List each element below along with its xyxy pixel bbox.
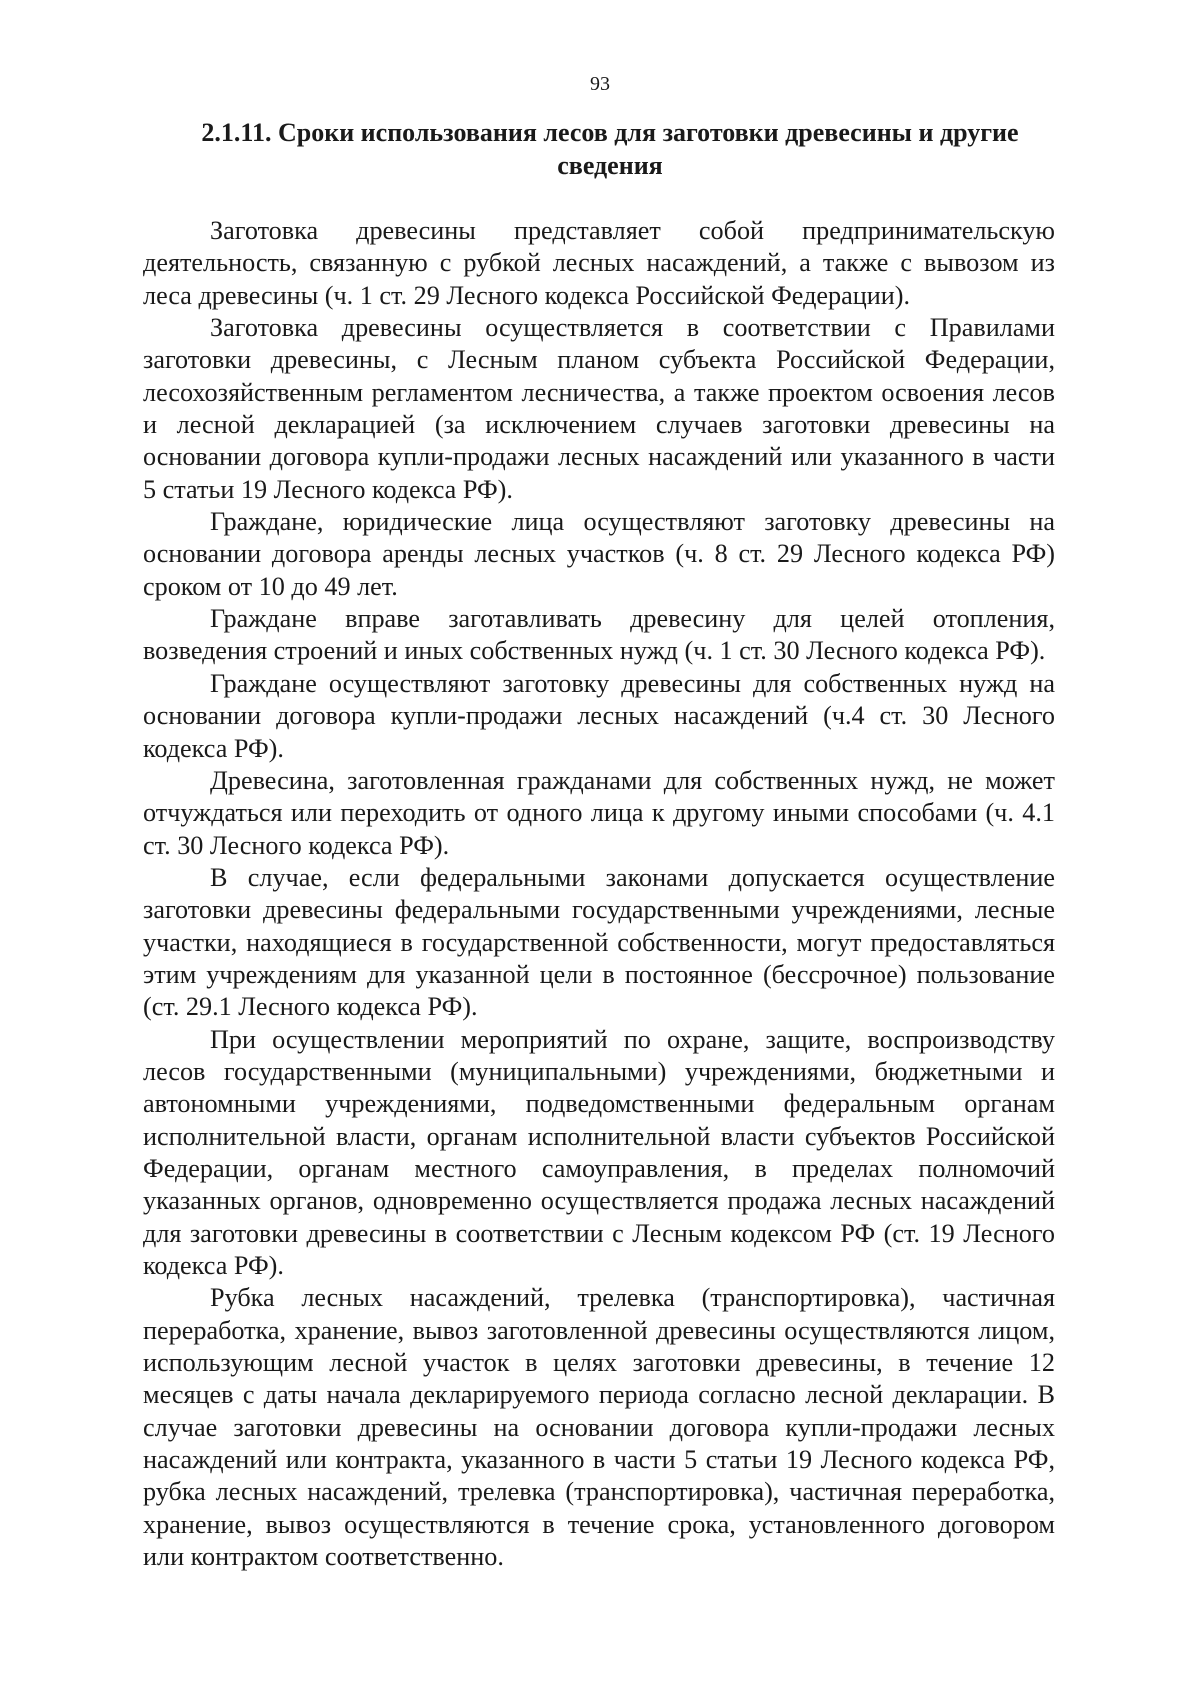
paragraph-1: Заготовка древесины представляет собой предпринимательскую деятельность, связанную с рубкой лесных насаждений, а также с вывозом из леса древесины (ч. 1 ст. 29 Лесного кодекса Российской Федерации). [143, 216, 1055, 310]
paragraph-7: В случае, если федеральными законами допускается осуществление заготовки древесины федеральными государственными учреждениями, лесные участки, находящиеся в государственной собственности, могут предоставляться этим учреждениям для указанной цели в постоянное (бессрочное) пользование (ст. 29.1 Лесного кодекса РФ). [143, 862, 1055, 1022]
paragraph-4: Граждане вправе заготавливать древесину для целей отопления, возведения строений и иных собственных нужд (ч. 1 ст. 30 Лесного кодекса РФ). [143, 604, 1055, 666]
page-number: 93 [590, 73, 610, 95]
section-heading: 2.1.11. Сроки использования лесов для заготовки древесины и другие сведения [201, 118, 1019, 180]
paragraph-6: Древесина, заготовленная гражданами для собственных нужд, не может отчуждаться или переходить от одного лица к другому иными способами (ч. 4.1 ст. 30 Лесного кодекса РФ). [143, 765, 1055, 860]
paragraph-2: Заготовка древесины осуществляется в соответствии с Правилами заготовки древесины, с Лесным планом субъекта Российской Федерации, лесохозяйственным регламентом лесничества, а также проектом освоения лесов и лесной декларацией (за исключением случаев заготовки древесины на основании договора купли-продажи лесных насаждений или указанного в части 5 статьи 19 Лесного кодекса РФ). [143, 313, 1055, 504]
paragraph-5: Граждане осуществляют заготовку древесины для собственных нужд на основании договора купли-продажи лесных насаждений (ч.4 ст. 30 Лесного кодекса РФ). [143, 668, 1055, 763]
paragraph-3: Граждане, юридические лица осуществляют заготовку древесины на основании договора аренды лесных участков (ч. 8 ст. 29 Лесного кодекса РФ) сроком от 10 до 49 лет. [143, 507, 1055, 601]
paragraph-9: Рубка лесных насаждений, трелевка (транспортировка), частичная переработка, хранение, вывоз заготовленной древесины осуществляются лицом, использующим лесной участок в целях заготовки древесины, в течение 12 месяцев с даты начала декларируемого периода согласно лесной декларации. В случае заготовки древесины на основании договора купли-продажи лесных насаждений или контракта, указанного в части 5 статьи 19 Лесного кодекса РФ, рубка лесных насаждений, трелевка (транспортировка), частичная переработка, хранение, вывоз осуществляются в течение срока, установленного договором или контрактом соответственно. [143, 1283, 1055, 1572]
paragraph-8: При осуществлении мероприятий по охране, защите, воспроизводству лесов государственными (муниципальными) учреждениями, бюджетными и автономными учреждениями, подведомственными федеральным органам исполнительной власти, органам исполнительной власти субъектов Российской Федерации, органам местного самоуправления, в пределах полномочий указанных органов, одновременно осуществляется продажа лесных насаждений для заготовки древесины в соответствии с Лесным кодексом РФ (ст. 19 Лесного кодекса РФ). [143, 1024, 1055, 1280]
body-text [143, 215, 1055, 1573]
